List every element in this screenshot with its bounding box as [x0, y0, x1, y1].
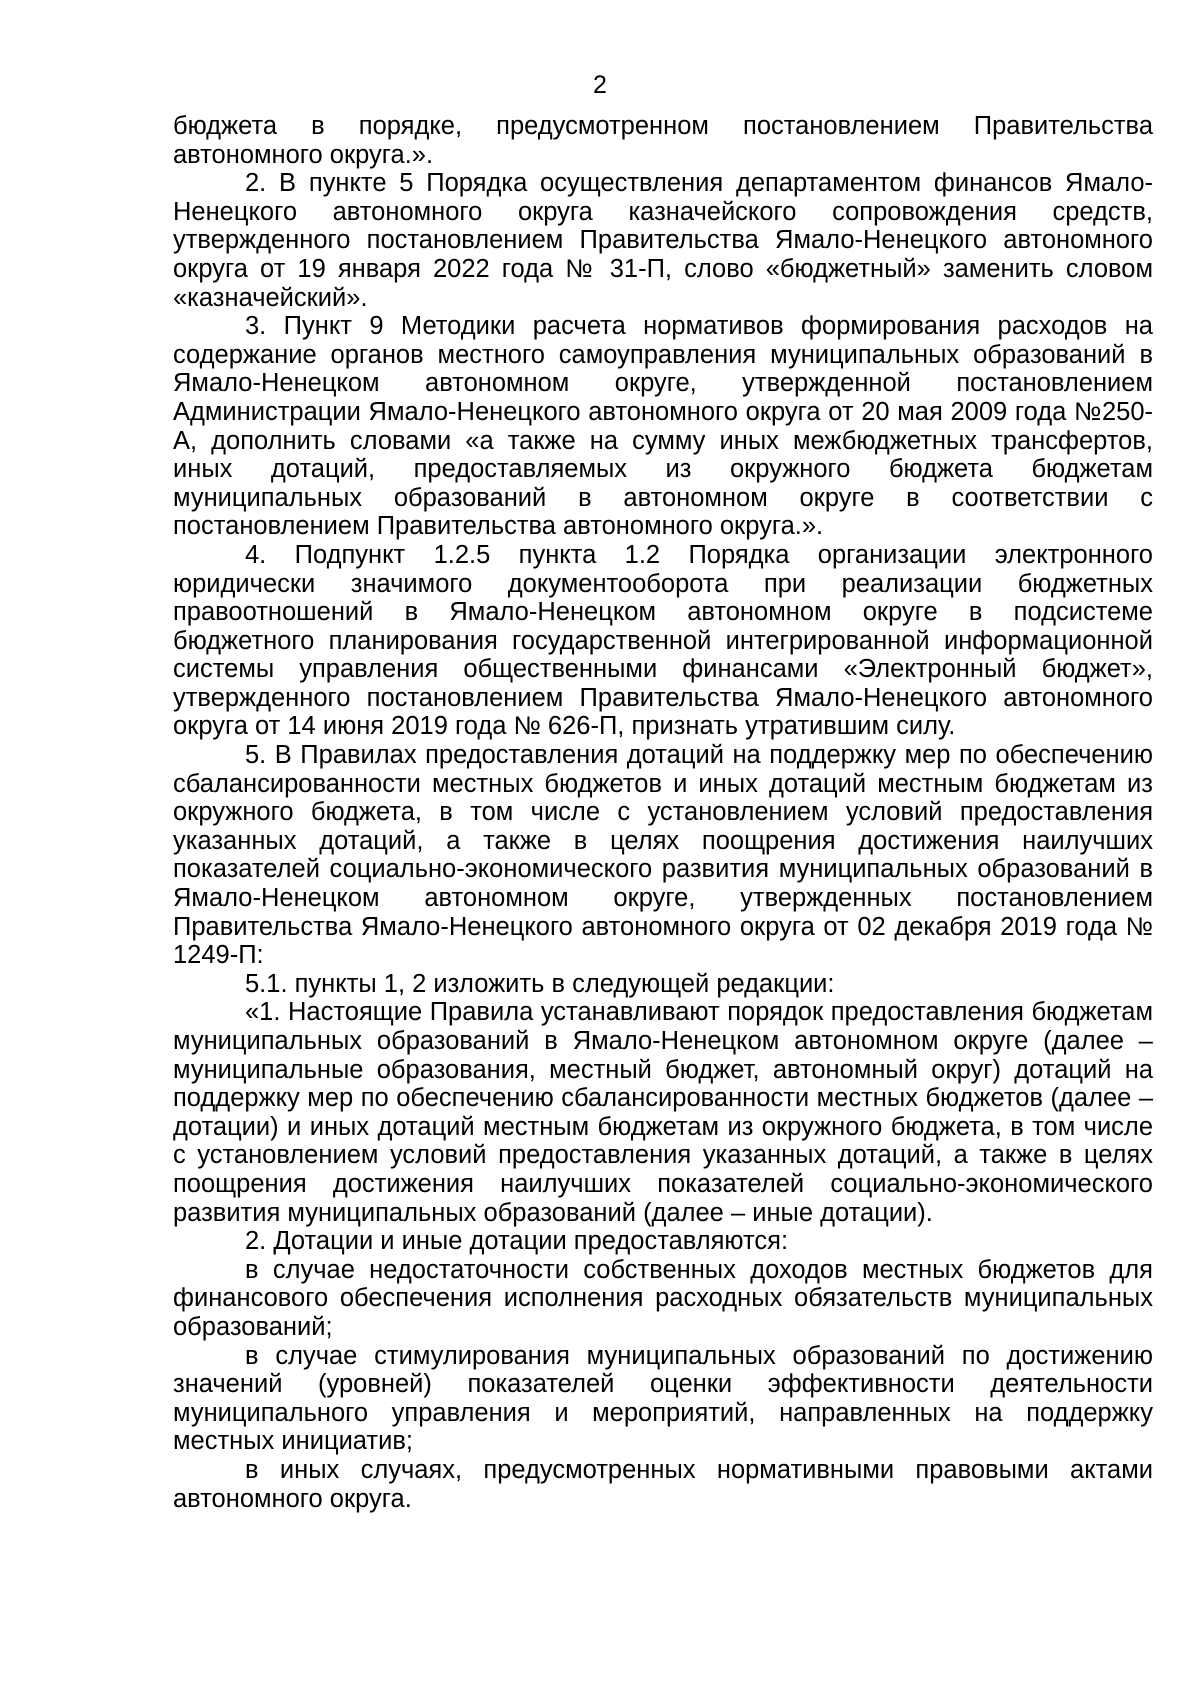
paragraph-continuation: бюджета в порядке, предусмотренном постановлением Правительства автономного округа.».	[173, 112, 1153, 169]
paragraph-rule-2: 2. Дотации и иные дотации предоставляются:	[245, 1227, 789, 1256]
paragraph-item-5-1: 5.1. пункты 1, 2 изложить в следующей редакции:	[245, 969, 835, 998]
paragraph-item-3: 3. Пункт 9 Методики расчета нормативов формирования расходов на содержание органов местного самоуправления муниципальных образований в Ямало-Ненецком автономном округе, утвержденной постановлением Администрации Ямало-Ненецкого автономного округа от 20 мая 2009 года №250-А, дополнить словами «а также на сумму иных межбюджетных трансфертов, иных дотаций, предоставляемых из окружного бюджета бюджетам муниципальных образований в автономном округе в соответствии с постановлением Правительства автономного округа.».	[173, 312, 1153, 541]
paragraph-case-1: в случае недостаточности собственных доходов местных бюджетов для финансового обеспечения исполнения расходных обязательств муниципальных образований;	[173, 1255, 1153, 1341]
paragraph-rule-1: «1. Настоящие Правила устанавливают порядок предоставления бюджетам муниципальных образований в Ямало-Ненецком автономном округе (далее – муниципальные образования, местный бюджет, автономный округ) дотаций на поддержку мер по обеспечению сбалансированности местных бюджетов (далее – дотации) и иных дотаций местным бюджетам из окружного бюджета, в том числе с установлением условий предоставления указанных дотаций, а также в целях поощрения достижения наилучших показателей социально-экономического развития муниципальных образований (далее – иные дотации).	[173, 998, 1153, 1227]
paragraph-case-3: в иных случаях, предусмотренных нормативными правовыми актами автономного округа.	[173, 1455, 1153, 1513]
document-body	[173, 112, 1153, 1513]
page-number: 2	[593, 71, 607, 99]
paragraph-item-2: 2. В пункте 5 Порядка осуществления департаментом финансов Ямало-Ненецкого автономного округа казначейского сопровождения средств, утвержденного постановлением Правительства Ямало-Ненецкого автономного округа от 19 января 2022 года № 31-П, слово «бюджетный» заменить словом «казначейский».	[173, 169, 1153, 312]
paragraph-item-5: 5. В Правилах предоставления дотаций на поддержку мер по обеспечению сбалансированности местных бюджетов и иных дотаций местным бюджетам из окружного бюджета, в том числе с установлением условий предоставления указанных дотаций, а также в целях поощрения достижения наилучших показателей социально-экономического развития муниципальных образований в Ямало-Ненецком автономном округе, утвержденных постановлением Правительства Ямало-Ненецкого автономного округа от 02 декабря 2019 года № 1249-П:	[173, 741, 1153, 970]
paragraph-case-2: в случае стимулирования муниципальных образований по достижению значений (уровней) показателей оценки эффективности деятельности муниципального управления и мероприятий, направленных на поддержку местных инициатив;	[173, 1341, 1153, 1456]
paragraph-item-4: 4. Подпункт 1.2.5 пункта 1.2 Порядка организации электронного юридически значимого документооборота при реализации бюджетных правоотношений в Ямало-Ненецком автономном округе в подсистеме бюджетного планирования государственной интегрированной информационной системы управления общественными финансами «Электронный бюджет», утвержденного постановлением Правительства Ямало-Ненецкого автономного округа от 14 июня 2019 года № 626-П, признать утратившим силу.	[173, 540, 1153, 741]
